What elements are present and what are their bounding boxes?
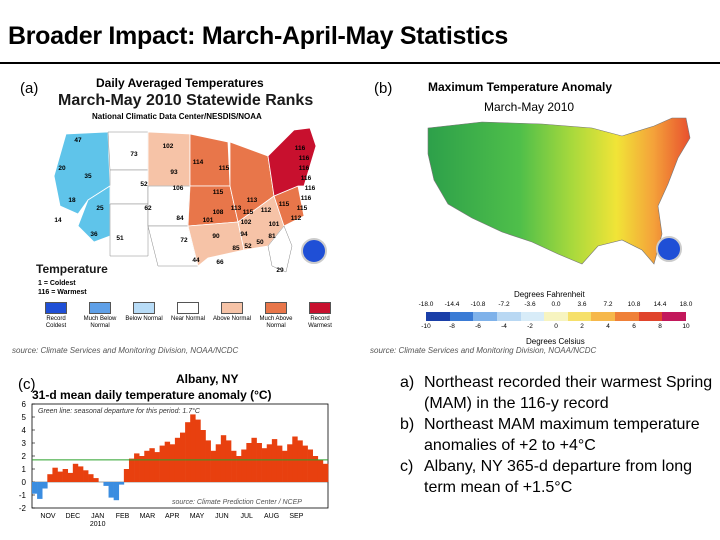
- state-rank-label: 102: [162, 143, 174, 150]
- scale-tick: 14.4: [653, 301, 667, 308]
- anomaly-bar: [37, 482, 42, 499]
- anomaly-bar: [287, 444, 292, 482]
- state-rank-label: 85: [232, 245, 240, 252]
- legend-note-coldest: 1 = Coldest: [38, 280, 76, 287]
- anomaly-bar: [297, 440, 302, 482]
- colorbar-segment: [591, 312, 615, 321]
- anomaly-bar: [221, 435, 226, 482]
- y-tick-label: 0: [21, 478, 26, 487]
- legend-label: Record Warmest: [308, 316, 332, 329]
- state-rank-label: 112: [260, 207, 272, 214]
- x-tick-label: MAY: [189, 513, 205, 520]
- anomaly-colorbar: [426, 312, 686, 321]
- legend-item: [168, 302, 208, 323]
- legend-swatch: [133, 302, 155, 314]
- anomaly-bar: [318, 460, 323, 482]
- panel-a: [8, 70, 360, 360]
- panel-c: [8, 368, 368, 538]
- state-rank-label: 29: [276, 267, 284, 274]
- scale-tick: 7.2: [603, 301, 613, 308]
- state-rank-label: 115: [242, 209, 254, 216]
- anomaly-bar: [114, 482, 119, 500]
- legend-item: [212, 302, 252, 323]
- state-rank-label: 116: [300, 195, 312, 202]
- anomaly-bar: [190, 414, 195, 482]
- ticks-fahrenheit: [418, 301, 693, 311]
- statewide-rank-map: [48, 126, 318, 274]
- legend-label: Below Normal: [125, 316, 163, 322]
- legend-label: Above Normal: [212, 316, 251, 322]
- anomaly-bar: [180, 433, 185, 482]
- anomaly-bar: [292, 437, 297, 483]
- finding-item: [400, 456, 718, 498]
- legend-item: [300, 302, 340, 330]
- scale-celsius-label: Degrees Celsius: [526, 337, 585, 346]
- anomaly-bar: [32, 482, 37, 494]
- state-rank-label: 108: [212, 209, 224, 216]
- legend-swatch: [265, 302, 287, 314]
- finding-item: [400, 372, 718, 414]
- y-tick-label: -1: [18, 491, 26, 500]
- anomaly-bar: [267, 444, 272, 482]
- anomaly-bar: [216, 444, 221, 482]
- state-rank-label: 36: [90, 231, 98, 238]
- anomaly-map: [422, 114, 692, 274]
- panel-b-title-line1: Maximum Temperature Anomaly: [428, 80, 613, 94]
- panel-a-source: source: Climate Services and Monitoring Division, NOAA/NCDC: [12, 346, 239, 355]
- anomaly-bar: [119, 482, 124, 485]
- scale-tick: -2: [527, 323, 533, 330]
- anomaly-bar: [83, 470, 88, 482]
- findings-list: [400, 372, 718, 498]
- state-rank-label: 44: [192, 257, 200, 264]
- us-anomaly-shape: [428, 118, 690, 264]
- finding-body: Northeast recorded their warmest Spring (MAM) in the 116-y record: [424, 374, 713, 412]
- anomaly-bar: [124, 469, 129, 482]
- state-rank-label: 66: [216, 259, 224, 266]
- colorbar-segment: [662, 312, 686, 321]
- legend-item: [124, 302, 164, 323]
- y-tick-label: 4: [21, 426, 26, 435]
- colorbar-segment: [497, 312, 521, 321]
- scale-tick: 10: [682, 323, 690, 330]
- scale-fahrenheit-label: Degrees Fahrenheit: [514, 290, 585, 299]
- state-rank-label: 116: [300, 175, 312, 182]
- finding-body: Northeast MAM maximum temperature anomalies of +2 to +4°C: [424, 416, 700, 454]
- anomaly-bar: [93, 478, 98, 482]
- finding-body: Albany, NY 365-d departure from long term mean of +1.5°C: [424, 458, 693, 496]
- y-tick-label: -2: [18, 504, 26, 513]
- panel-b-title-line2: March-May 2010: [484, 100, 575, 114]
- scale-tick: -3.6: [524, 301, 536, 308]
- state-rank-label: 94: [240, 231, 248, 238]
- legend-note-warmest: 116 = Warmest: [38, 289, 87, 296]
- anomaly-bar: [185, 422, 190, 482]
- scale-tick: 2: [580, 323, 584, 330]
- scale-tick: 0.0: [551, 301, 561, 308]
- finding-text: [400, 372, 718, 414]
- x-tick-label: JUL: [240, 513, 253, 520]
- state-rank-label: 116: [298, 155, 310, 162]
- anomaly-bar: [200, 430, 205, 482]
- title-rule: [0, 62, 720, 64]
- legend-swatch: [221, 302, 243, 314]
- state-rank-label: 115: [218, 165, 230, 172]
- legend-swatch: [309, 302, 331, 314]
- anomaly-bar: [149, 448, 154, 482]
- anomaly-bar: [154, 452, 159, 482]
- state-rank-label: 14: [54, 217, 62, 224]
- x-tick-label: FEB: [115, 513, 130, 520]
- colorbar-segment: [450, 312, 474, 321]
- x-tick-label: APR: [164, 513, 180, 520]
- legend-label: Much Below Normal: [83, 316, 117, 329]
- noaa-logo-icon: [656, 236, 682, 262]
- finding-text: [400, 414, 718, 456]
- state-rank-label: 115: [278, 201, 290, 208]
- state-rank-label: 73: [130, 151, 138, 158]
- state-rank-label: 112: [290, 215, 302, 222]
- state-rank-label: 106: [172, 185, 184, 192]
- anomaly-bar: [195, 420, 200, 482]
- anomaly-bar: [109, 482, 114, 498]
- state-rank-label: 114: [192, 159, 204, 166]
- anomaly-bar: [302, 446, 307, 482]
- anomaly-bar: [206, 440, 211, 482]
- panel-a-label: (a): [20, 80, 39, 97]
- state-rank-label: 115: [296, 205, 308, 212]
- x-tick-label: AUG: [263, 513, 280, 520]
- state-rank-label: 93: [170, 169, 178, 176]
- scale-tick: 4: [606, 323, 610, 330]
- slide-title: Broader Impact: March-April-May Statistics: [8, 22, 509, 50]
- anomaly-bar: [68, 473, 73, 482]
- state-rank-label: 115: [212, 189, 224, 196]
- state-rank-label: 25: [96, 205, 104, 212]
- scale-tick: -8: [449, 323, 455, 330]
- state-rank-label: 113: [230, 205, 242, 212]
- panel-a-header: Daily Averaged Temperatures: [96, 76, 264, 90]
- colorbar-segment: [521, 312, 545, 321]
- y-tick-label: 6: [21, 400, 26, 409]
- state-rank-label: 116: [304, 185, 316, 192]
- state-rank-label: 51: [116, 235, 124, 242]
- anomaly-bar: [272, 439, 277, 482]
- y-tick-label: 3: [21, 439, 26, 448]
- legend-label: Record Coldest: [45, 316, 67, 329]
- anomaly-bar: [231, 451, 236, 482]
- legend-label: Near Normal: [170, 316, 205, 322]
- anomaly-bar: [129, 459, 134, 482]
- anomaly-bar: [144, 451, 149, 482]
- x-tick-label: 2010: [89, 521, 106, 528]
- state-rank-label: 101: [202, 217, 214, 224]
- x-tick-label: JAN: [91, 513, 105, 520]
- legend-item: [80, 302, 120, 330]
- colorbar-segment: [639, 312, 663, 321]
- y-tick-label: 5: [21, 413, 26, 422]
- finding-label: c): [400, 458, 414, 475]
- legend-item: [256, 302, 296, 330]
- panel-a-title: March-May 2010 Statewide Ranks: [58, 92, 314, 109]
- state-rank-label: 113: [246, 197, 258, 204]
- state-rank-label: 102: [240, 219, 252, 226]
- colorbar-segment: [426, 312, 450, 321]
- anomaly-bar: [63, 469, 68, 482]
- state-rank-label: 18: [68, 197, 76, 204]
- anomaly-bar: [241, 450, 246, 483]
- panel-b: [366, 70, 716, 360]
- panel-c-title-line1: Albany, NY: [176, 372, 239, 386]
- legend-swatch: [45, 302, 67, 314]
- state-rank-label: 20: [58, 165, 66, 172]
- anomaly-bar: [282, 451, 287, 482]
- scale-tick: -7.2: [498, 301, 510, 308]
- legend-swatch: [177, 302, 199, 314]
- anomaly-bar: [277, 446, 282, 482]
- chart-note: Green line: seasonal departure for this period: 1.7°C: [38, 408, 200, 415]
- state-rank-label: 35: [84, 173, 92, 180]
- scale-tick: 0: [554, 323, 558, 330]
- finding-text: [400, 456, 718, 498]
- panel-c-label: (c): [18, 376, 36, 393]
- anomaly-bar: [103, 482, 108, 486]
- state-rank-label: 101: [268, 221, 280, 228]
- anomaly-bar: [165, 442, 170, 482]
- scale-tick: -6: [475, 323, 481, 330]
- y-tick-label: 1: [21, 465, 26, 474]
- anomaly-bar: [211, 451, 216, 482]
- state-rank-label: 52: [244, 243, 252, 250]
- legend-item: [36, 302, 76, 330]
- anomaly-bar: [52, 468, 57, 482]
- state-rank-label: 52: [140, 181, 148, 188]
- noaa-logo-icon: [301, 238, 327, 264]
- state-region: [110, 204, 148, 256]
- scale-tick: -10.8: [470, 301, 486, 308]
- state-rank-label: 47: [74, 137, 82, 144]
- panel-c-title-line2: 31-d mean daily temperature anomaly (°C): [32, 388, 272, 402]
- x-tick-label: SEP: [289, 513, 304, 520]
- anomaly-bar: [78, 466, 83, 482]
- finding-label: b): [400, 416, 415, 433]
- colorbar-segment: [568, 312, 592, 321]
- anomaly-bar: [170, 444, 175, 482]
- y-tick-label: 2: [21, 452, 26, 461]
- state-rank-label: 72: [180, 237, 188, 244]
- scale-tick: 6: [632, 323, 636, 330]
- legend-swatch: [89, 302, 111, 314]
- panel-a-subtitle: National Climatic Data Center/NESDIS/NOAA: [92, 112, 262, 121]
- legend-title: Temperature: [36, 262, 108, 276]
- state-rank-label: 84: [176, 215, 184, 222]
- state-rank-label: 62: [144, 205, 152, 212]
- anomaly-bar: [257, 443, 262, 482]
- scale-tick: -14.4: [444, 301, 460, 308]
- x-tick-label: NOV: [40, 513, 56, 520]
- state-region: [148, 132, 190, 186]
- anomaly-bar: [58, 472, 63, 482]
- x-tick-label: MAR: [139, 513, 156, 520]
- panel-b-source: source: Climate Services and Monitoring Division, NOAA/NCDC: [370, 346, 597, 355]
- scale-tick: 3.6: [577, 301, 587, 308]
- anomaly-bar: [246, 443, 251, 482]
- scale-tick: 10.8: [627, 301, 641, 308]
- anomaly-bar: [73, 464, 78, 482]
- finding-label: a): [400, 374, 415, 391]
- scale-tick: -18.0: [418, 301, 434, 308]
- anomaly-bar: [308, 450, 313, 483]
- scale-tick: -4: [501, 323, 507, 330]
- anomaly-bar: [47, 474, 52, 482]
- state-rank-label: 116: [298, 165, 310, 172]
- finding-item: [400, 414, 718, 456]
- anomaly-bar: [42, 482, 47, 489]
- anomaly-bar: [226, 440, 231, 482]
- scale-tick: 8: [658, 323, 662, 330]
- ticks-celsius: [421, 323, 690, 333]
- colorbar-segment: [615, 312, 639, 321]
- x-tick-label: DEC: [65, 513, 81, 520]
- panel-b-label: (b): [374, 80, 393, 97]
- state-rank-label: 50: [256, 239, 264, 246]
- scale-tick: 18.0: [679, 301, 693, 308]
- state-region: [148, 186, 190, 226]
- colorbar-segment: [544, 312, 568, 321]
- colorbar-segment: [473, 312, 497, 321]
- state-region: [108, 132, 148, 170]
- x-tick-label: JUN: [215, 513, 229, 520]
- state-rank-label: 90: [212, 233, 220, 240]
- scale-tick: -10: [421, 323, 431, 330]
- albany-anomaly-chart: [8, 400, 338, 538]
- anomaly-bar: [323, 464, 328, 482]
- anomaly-bar: [88, 474, 93, 482]
- legend-label: Much Above Normal: [259, 316, 293, 329]
- temperature-legend: [36, 302, 336, 342]
- anomaly-bar: [160, 446, 165, 482]
- state-rank-label: 81: [268, 233, 276, 240]
- state-rank-label: 116: [294, 145, 306, 152]
- chart-source: source: Climate Prediction Center / NCEP: [172, 499, 302, 506]
- anomaly-bar: [262, 448, 267, 482]
- anomaly-bar: [134, 453, 139, 482]
